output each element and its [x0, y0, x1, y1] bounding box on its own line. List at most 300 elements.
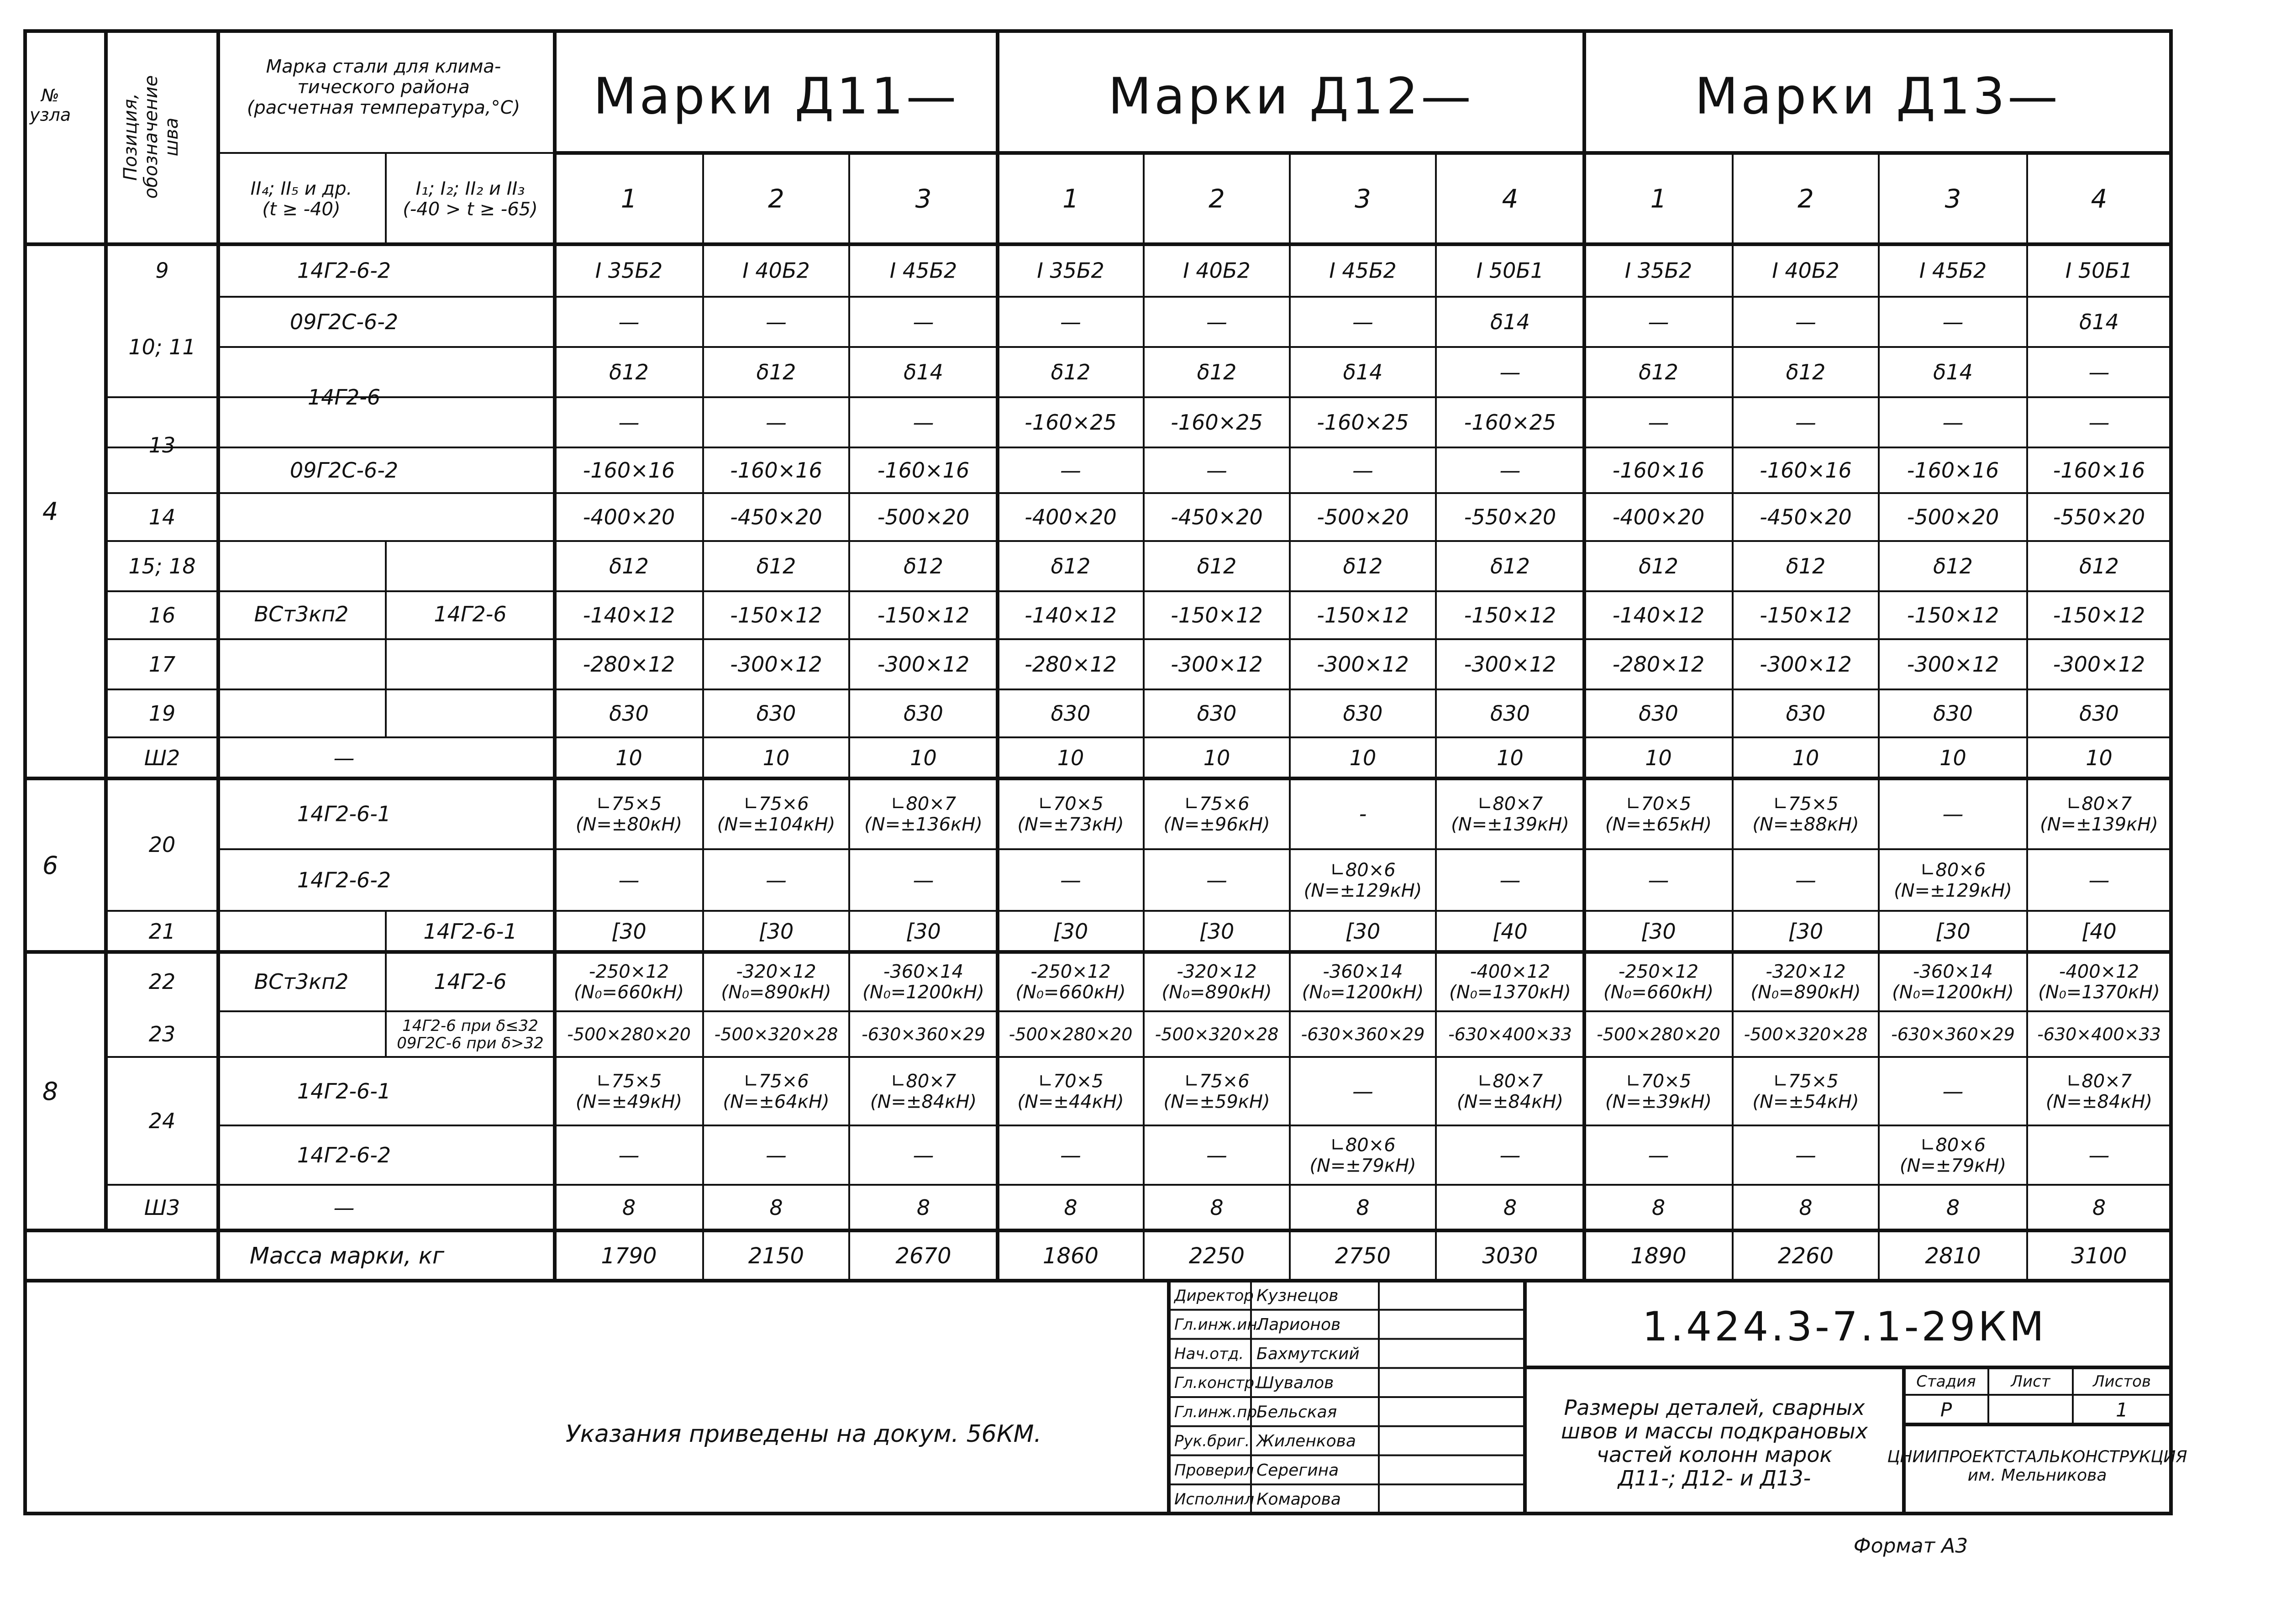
signatory-role: Нач.отд.	[1174, 1345, 1244, 1363]
cell-value: -160×25	[1464, 410, 1556, 435]
cell-value: —	[766, 1143, 787, 1168]
cell-value: -140×12	[1025, 603, 1117, 628]
position-number: 10; 11	[128, 335, 196, 360]
cell-value: δ14	[1490, 310, 1530, 335]
cell-value: —	[1648, 1143, 1669, 1168]
cell-value: -500×280×20	[1597, 1024, 1720, 1045]
steel-grade: 14Г2-6	[307, 385, 381, 410]
header-group-3: Марки Д13—	[1695, 67, 2060, 126]
cell-value: 8	[1503, 1195, 1517, 1220]
organization: ЦНИИПРОЕКТСТАЛЬКОНСТРУКЦИЯ им. Мельникова	[1887, 1447, 2187, 1485]
cell-value: -400×20	[583, 505, 675, 530]
cell-value: -300×12	[1760, 652, 1852, 677]
header-col-number: 3	[1945, 184, 1961, 214]
cell-value: -160×16	[877, 458, 970, 483]
cell-value: -160×25	[1317, 410, 1409, 435]
position-number: 19	[148, 701, 176, 726]
cell-value: I 40Б2	[1183, 258, 1251, 283]
cell-value: 8	[769, 1195, 783, 1220]
steel-grade-b: 14Г2-6	[434, 969, 507, 994]
cell-value: δ30	[609, 701, 649, 726]
header-col-number: 1	[1062, 184, 1079, 214]
cell-value: [30	[758, 919, 794, 944]
header-col-number: 1	[620, 184, 637, 214]
position-number: 24	[148, 1109, 176, 1134]
cell-value: δ30	[1197, 701, 1237, 726]
steel-grade-a: ВСт3кп2	[254, 602, 349, 627]
cell-value: I 40Б2	[742, 258, 810, 283]
position-number: 20	[148, 832, 176, 857]
signatory-role: Гл.инж.ин.	[1174, 1315, 1262, 1334]
cell-value: δ12	[2079, 554, 2119, 579]
cell-value: 10	[910, 746, 937, 771]
cell-value: 10	[1497, 746, 1524, 771]
cell-value: —	[1942, 310, 1964, 335]
position-number: 14	[148, 505, 176, 530]
header-group-2: Марки Д12—	[1108, 67, 1474, 126]
header-col-number: 3	[915, 184, 932, 214]
cell-value: 10	[1349, 746, 1377, 771]
position-number: 13	[148, 433, 176, 458]
cell-value: 10	[1792, 746, 1819, 771]
cell-value: δ12	[756, 554, 796, 579]
cell-value: δ12	[1197, 554, 1237, 579]
cell-value: ∟75×5 (N=±49кН)	[575, 1071, 683, 1113]
cell-value: —	[913, 867, 934, 893]
steel-grade-a: ВСт3кп2	[254, 969, 349, 994]
cell-value: -250×12 (N₀=660кН)	[1015, 961, 1126, 1003]
cell-value: δ30	[1490, 701, 1530, 726]
cell-value: -630×400×33	[1448, 1024, 1572, 1045]
cell-value: -300×12	[2053, 652, 2145, 677]
cell-value: -500×280×20	[1009, 1024, 1133, 1045]
mass-value: 2670	[895, 1243, 951, 1269]
cell-value: ∟80×7 (N=±139кН)	[1451, 794, 1569, 835]
cell-value: δ12	[1786, 360, 1826, 385]
mass-value: 2260	[1777, 1243, 1834, 1269]
signatory-role: Проверил	[1174, 1461, 1254, 1480]
cell-value: -150×12	[1760, 603, 1852, 628]
cell-value: —	[913, 310, 934, 335]
cell-value: -160×25	[1171, 410, 1263, 435]
cell-value: 8	[1210, 1195, 1224, 1220]
cell-value: 10	[2086, 746, 2113, 771]
cell-value: -630×360×29	[862, 1024, 985, 1045]
cell-value: ∟80×6 (N=±79кН)	[1309, 1135, 1416, 1177]
cell-value: -360×14 (N₀=1200кН)	[1302, 961, 1424, 1003]
position-number: 22	[148, 969, 176, 994]
steel-grade: 09Г2С-6-2	[289, 310, 399, 335]
cell-value: ∟80×7 (N=±136кН)	[864, 794, 983, 835]
position-number: Ш3	[144, 1195, 180, 1220]
cell-value: ∟80×6 (N=±129кН)	[1894, 860, 2012, 901]
cell-value: —	[618, 310, 640, 335]
cell-value: I 45Б2	[889, 258, 957, 283]
position-number: 9	[155, 258, 169, 283]
cell-value: δ12	[1343, 554, 1383, 579]
cell-value: -280×12	[1025, 652, 1117, 677]
cell-value: I 40Б2	[1772, 258, 1840, 283]
cell-value: —	[913, 1143, 934, 1168]
cell-value: —	[766, 410, 787, 435]
cell-value: -300×12	[877, 652, 970, 677]
cell-value: —	[2088, 867, 2110, 893]
mass-value: 1860	[1042, 1243, 1099, 1269]
cell-value: -500×320×28	[1744, 1024, 1868, 1045]
cell-value: δ12	[1639, 360, 1678, 385]
cell-value: -400×12 (N₀=1370кН)	[1449, 961, 1571, 1003]
cell-value: -300×12	[1464, 652, 1556, 677]
cell-value: -360×14 (N₀=1200кН)	[862, 961, 984, 1003]
cell-value: —	[1648, 410, 1669, 435]
cell-value: -300×12	[1171, 652, 1263, 677]
cell-value: —	[1060, 1143, 1081, 1168]
cell-value: δ30	[756, 701, 796, 726]
signatory-role: Директор	[1174, 1286, 1254, 1305]
cell-value: -280×12	[583, 652, 675, 677]
cell-value: δ12	[1933, 554, 1973, 579]
cell-value: —	[1206, 867, 1227, 893]
steel-grade: —	[333, 746, 355, 771]
node-number: 4	[42, 497, 58, 526]
cell-value: ∟75×6 (N=±59кН)	[1163, 1071, 1270, 1113]
cell-value: -320×12 (N₀=890кН)	[1162, 961, 1272, 1003]
cell-value: —	[2088, 410, 2110, 435]
sheet-label: Лист	[2011, 1372, 2050, 1391]
header-col-number: 4	[1502, 184, 1519, 214]
cell-value: —	[2088, 360, 2110, 385]
signatory-role: Гл.инж.пр.	[1174, 1403, 1262, 1421]
cell-value: δ30	[1343, 701, 1383, 726]
cell-value: [30	[1935, 919, 1971, 944]
cell-value: -160×16	[583, 458, 675, 483]
mass-value: 2150	[748, 1243, 804, 1269]
cell-value: -450×20	[730, 505, 822, 530]
table-border-lines	[25, 31, 2171, 1514]
steel-grade-b: 14Г2-6-1	[423, 919, 517, 944]
cell-value: -160×16	[1907, 458, 1999, 483]
signatory-name: Комарова	[1256, 1490, 1341, 1509]
cell-value: —	[1206, 1143, 1227, 1168]
mass-value: 1790	[601, 1243, 657, 1269]
cell-value: -500×20	[1317, 505, 1409, 530]
cell-value: 10	[615, 746, 642, 771]
cell-value: δ14	[2079, 310, 2119, 335]
cell-value: δ12	[609, 360, 649, 385]
cell-value: -150×12	[1464, 603, 1556, 628]
cell-value: ∟70×5 (N=±44кН)	[1017, 1071, 1124, 1113]
cell-value: —	[1206, 458, 1227, 483]
steel-grade: 14Г2-6-1	[297, 801, 391, 826]
cell-value: —	[1499, 1143, 1521, 1168]
mass-label: Масса марки, кг	[249, 1242, 445, 1269]
cell-value: ∟75×6 (N=±96кН)	[1163, 794, 1270, 835]
cell-value: -630×360×29	[1891, 1024, 2015, 1045]
cell-value: δ30	[1639, 701, 1678, 726]
cell-value: 8	[1946, 1195, 1960, 1220]
steel-grade-b: 14Г2-6 при δ≤32 09Г2С-6 при δ>32	[397, 1016, 544, 1052]
cell-value: —	[1206, 310, 1227, 335]
cell-value: —	[1060, 458, 1081, 483]
cell-value: -500×280×20	[567, 1024, 691, 1045]
header-col-number: 2	[1209, 184, 1225, 214]
cell-value: —	[1942, 410, 1964, 435]
cell-value: ∟80×6 (N=±129кН)	[1303, 860, 1422, 901]
cell-value: [30	[611, 919, 646, 944]
cell-value: —	[1795, 410, 1816, 435]
cell-value: I 35Б2	[1037, 258, 1104, 283]
cell-value: —	[1352, 310, 1373, 335]
cell-value: 8	[1064, 1195, 1077, 1220]
cell-value: I 45Б2	[1329, 258, 1397, 283]
cell-value: -400×20	[1612, 505, 1705, 530]
steel-grade: 14Г2-6-1	[297, 1079, 391, 1104]
cell-value: δ30	[1051, 701, 1091, 726]
cell-value: [30	[906, 919, 941, 944]
cell-value: 10	[1939, 746, 1966, 771]
cell-value: ∟80×7 (N=±84кН)	[1456, 1071, 1564, 1113]
header-col-number: 2	[1797, 184, 1814, 214]
cell-value: -160×16	[1612, 458, 1705, 483]
mass-value: 1890	[1630, 1243, 1687, 1269]
mass-value: 2750	[1335, 1243, 1391, 1269]
signatory-name: Ларионов	[1256, 1315, 1341, 1335]
document-code: 1.424.3-7.1-29КМ	[1642, 1303, 2047, 1350]
cell-value: δ12	[1197, 360, 1237, 385]
cell-value: -	[1359, 801, 1367, 826]
cell-value: [30	[1641, 919, 1676, 944]
sheet-title: Размеры деталей, сварных швов и массы подкрановых частей колонн марок Д11-; Д12- и Д13-	[1561, 1395, 1868, 1491]
cell-value: —	[1060, 310, 1081, 335]
cell-value: [30	[1345, 919, 1381, 944]
cell-value: -160×25	[1025, 410, 1117, 435]
cell-value: ∟75×6 (N=±104кН)	[717, 794, 836, 835]
signatory-role: Исполнил	[1174, 1490, 1254, 1509]
position-number: 16	[148, 603, 176, 628]
cell-value: —	[1499, 360, 1521, 385]
cell-value: 8	[2092, 1195, 2106, 1220]
steel-grade: 14Г2-6-2	[297, 1143, 391, 1168]
stage-value: Р	[1940, 1398, 1952, 1421]
cell-value: -500×320×28	[1155, 1024, 1279, 1045]
cell-value: -160×16	[1760, 458, 1852, 483]
header-node-number: № узла	[29, 85, 71, 125]
cell-value: ∟75×5 (N=±80кН)	[575, 794, 683, 835]
cell-value: δ12	[609, 554, 649, 579]
cell-value: -630×400×33	[2037, 1024, 2161, 1045]
cell-value: —	[1499, 867, 1521, 893]
cell-value: -320×12 (N₀=890кН)	[721, 961, 831, 1003]
signatory-name: Бахмутский	[1256, 1344, 1360, 1363]
cell-value: δ30	[2079, 701, 2119, 726]
steel-grade: 14Г2-6-2	[297, 867, 391, 893]
cell-value: δ12	[1051, 360, 1091, 385]
mass-value: 3030	[1482, 1243, 1538, 1269]
cell-value: -500×20	[877, 505, 970, 530]
cell-value: [30	[1199, 919, 1235, 944]
sheets-label: Листов	[2092, 1372, 2151, 1391]
cell-value: —	[2088, 1143, 2110, 1168]
cell-value: -150×12	[730, 603, 822, 628]
cell-value: 8	[916, 1195, 930, 1220]
cell-value: -150×12	[877, 603, 970, 628]
cell-value: —	[913, 410, 934, 435]
cell-value: ∟75×6 (N=±64кН)	[723, 1071, 830, 1113]
cell-value: δ12	[904, 554, 943, 579]
cell-value: -550×20	[2053, 505, 2145, 530]
cell-value: [40	[2081, 919, 2117, 944]
cell-value: [40	[1493, 919, 1528, 944]
mass-value: 3100	[2071, 1243, 2127, 1269]
cell-value: —	[1795, 1143, 1816, 1168]
cell-value: -450×20	[1760, 505, 1852, 530]
cell-value: —	[1648, 310, 1669, 335]
cell-value: δ30	[1933, 701, 1973, 726]
cell-value: —	[1942, 801, 1964, 826]
signatory-name: Шувалов	[1256, 1373, 1334, 1393]
cell-value: -550×20	[1464, 505, 1556, 530]
signatory-name: Бельская	[1256, 1403, 1337, 1422]
sheets-value: 1	[2116, 1398, 2128, 1421]
cell-value: 8	[622, 1195, 636, 1220]
cell-value: -160×16	[2053, 458, 2145, 483]
cell-value: -300×12	[1907, 652, 1999, 677]
header-steel-col-b: I₁; I₂; II₂ и II₃ (-40 > t ≥ -65)	[403, 178, 538, 220]
position-number: Ш2	[144, 746, 180, 771]
cell-value: —	[618, 410, 640, 435]
cell-value: δ14	[904, 360, 943, 385]
cell-value: -250×12 (N₀=660кН)	[573, 961, 684, 1003]
cell-value: —	[1648, 867, 1669, 893]
cell-value: δ12	[756, 360, 796, 385]
cell-value: -280×12	[1612, 652, 1705, 677]
header-steel-col-a: II₄; II₅ и др. (t ≥ -40)	[250, 178, 352, 220]
cell-value: ∟75×5 (N=±54кН)	[1752, 1071, 1859, 1113]
cell-value: I 45Б2	[1919, 258, 1987, 283]
cell-value: ∟80×6 (N=±79кН)	[1899, 1135, 2007, 1177]
signatory-name: Жиленкова	[1256, 1432, 1356, 1451]
cell-value: δ12	[1639, 554, 1678, 579]
cell-value: ∟80×7 (N=±84кН)	[2045, 1071, 2153, 1113]
cell-value: ∟75×5 (N=±88кН)	[1752, 794, 1859, 835]
cell-value: δ12	[1051, 554, 1091, 579]
cell-value: δ14	[1933, 360, 1973, 385]
cell-value: 10	[1203, 746, 1230, 771]
cell-value: -150×12	[1907, 603, 1999, 628]
signatory-name: Серегина	[1256, 1461, 1339, 1480]
cell-value: -320×12 (N₀=890кН)	[1750, 961, 1861, 1003]
cell-value: 8	[1799, 1195, 1813, 1220]
cell-value: —	[1795, 867, 1816, 893]
cell-value: —	[618, 1143, 640, 1168]
cell-value: —	[766, 867, 787, 893]
cell-value: 8	[1356, 1195, 1370, 1220]
header-group-1: Марки Д11—	[593, 67, 959, 126]
position-number: 15; 18	[128, 554, 196, 579]
cell-value: δ12	[1786, 554, 1826, 579]
cell-value: -360×14 (N₀=1200кН)	[1892, 961, 2014, 1003]
cell-value: 8	[1651, 1195, 1666, 1220]
cell-value: -300×12	[730, 652, 822, 677]
table-text	[29, 56, 2187, 1557]
steel-grade: 09Г2С-6-2	[289, 458, 399, 483]
cell-value: ∟80×7 (N=±84кН)	[870, 1071, 977, 1113]
cell-value: —	[1795, 310, 1816, 335]
signatory-name: Кузнецов	[1256, 1286, 1339, 1305]
node-number: 6	[42, 851, 58, 880]
cell-value: -300×12	[1317, 652, 1409, 677]
cell-value: —	[1352, 1079, 1373, 1104]
cell-value: -450×20	[1171, 505, 1263, 530]
header-col-number: 4	[2091, 184, 2108, 214]
cell-value: 10	[1057, 746, 1084, 771]
cell-value: -150×12	[1317, 603, 1409, 628]
signatory-role: Рук.бриг.	[1174, 1432, 1250, 1451]
position-number: 21	[148, 919, 176, 944]
cell-value: I 35Б2	[1624, 258, 1692, 283]
cell-value: —	[1060, 867, 1081, 893]
cell-value: δ14	[1343, 360, 1383, 385]
header-position: Позиция,обозначениешва	[120, 75, 182, 199]
cell-value: ∟70×5 (N=±73кН)	[1017, 794, 1124, 835]
position-number: 23	[148, 1022, 176, 1047]
cell-value: -400×12 (N₀=1370кН)	[2038, 961, 2160, 1003]
cell-value: -500×20	[1907, 505, 1999, 530]
cell-value: -160×16	[730, 458, 822, 483]
header-col-number: 2	[768, 184, 784, 214]
cell-value: I 35Б2	[595, 258, 663, 283]
signatory-role: Гл.констр.	[1174, 1374, 1259, 1393]
cell-value: —	[1499, 458, 1521, 483]
header-col-number: 1	[1650, 184, 1667, 214]
cell-value: -150×12	[2053, 603, 2145, 628]
position-number: 17	[148, 652, 176, 677]
steel-grade-b: 14Г2-6	[434, 602, 507, 627]
cell-value: 10	[762, 746, 790, 771]
cell-value: —	[618, 867, 640, 893]
mass-value: 2810	[1925, 1243, 1981, 1269]
cell-value: -500×320×28	[714, 1024, 838, 1045]
cell-value: -140×12	[583, 603, 675, 628]
cell-value: δ30	[904, 701, 943, 726]
cell-value: δ30	[1786, 701, 1826, 726]
cell-value: [30	[1788, 919, 1824, 944]
steel-grade: 14Г2-6-2	[297, 258, 391, 283]
cell-value: ∟80×7 (N=±139кН)	[2040, 794, 2158, 835]
cell-value: 10	[1645, 746, 1672, 771]
cell-value: ∟70×5 (N=±65кН)	[1605, 794, 1712, 835]
header-col-number: 3	[1355, 184, 1371, 214]
cell-value: δ12	[1490, 554, 1530, 579]
node-number: 8	[42, 1077, 58, 1106]
cell-value: -250×12 (N₀=660кН)	[1603, 961, 1714, 1003]
cell-value: -150×12	[1171, 603, 1263, 628]
cell-value: I 50Б1	[1476, 258, 1544, 283]
cell-value: —	[1352, 458, 1373, 483]
format-label: Формат А3	[1853, 1534, 1968, 1558]
stage-label: Стадия	[1916, 1372, 1976, 1391]
cell-value: I 50Б1	[2065, 258, 2133, 283]
note-text: Указания приведены на докум. 56КМ.	[565, 1420, 1042, 1448]
cell-value: -400×20	[1025, 505, 1117, 530]
cell-value: [30	[1053, 919, 1088, 944]
cell-value: -140×12	[1612, 603, 1705, 628]
cell-value: ∟70×5 (N=±39кН)	[1605, 1071, 1712, 1113]
cell-value: —	[766, 310, 787, 335]
mass-value: 2250	[1188, 1243, 1245, 1269]
header-steel-title: Марка стали для клима-тического района (расчетная температура,°С)	[247, 56, 520, 118]
cell-value: -630×360×29	[1301, 1024, 1425, 1045]
